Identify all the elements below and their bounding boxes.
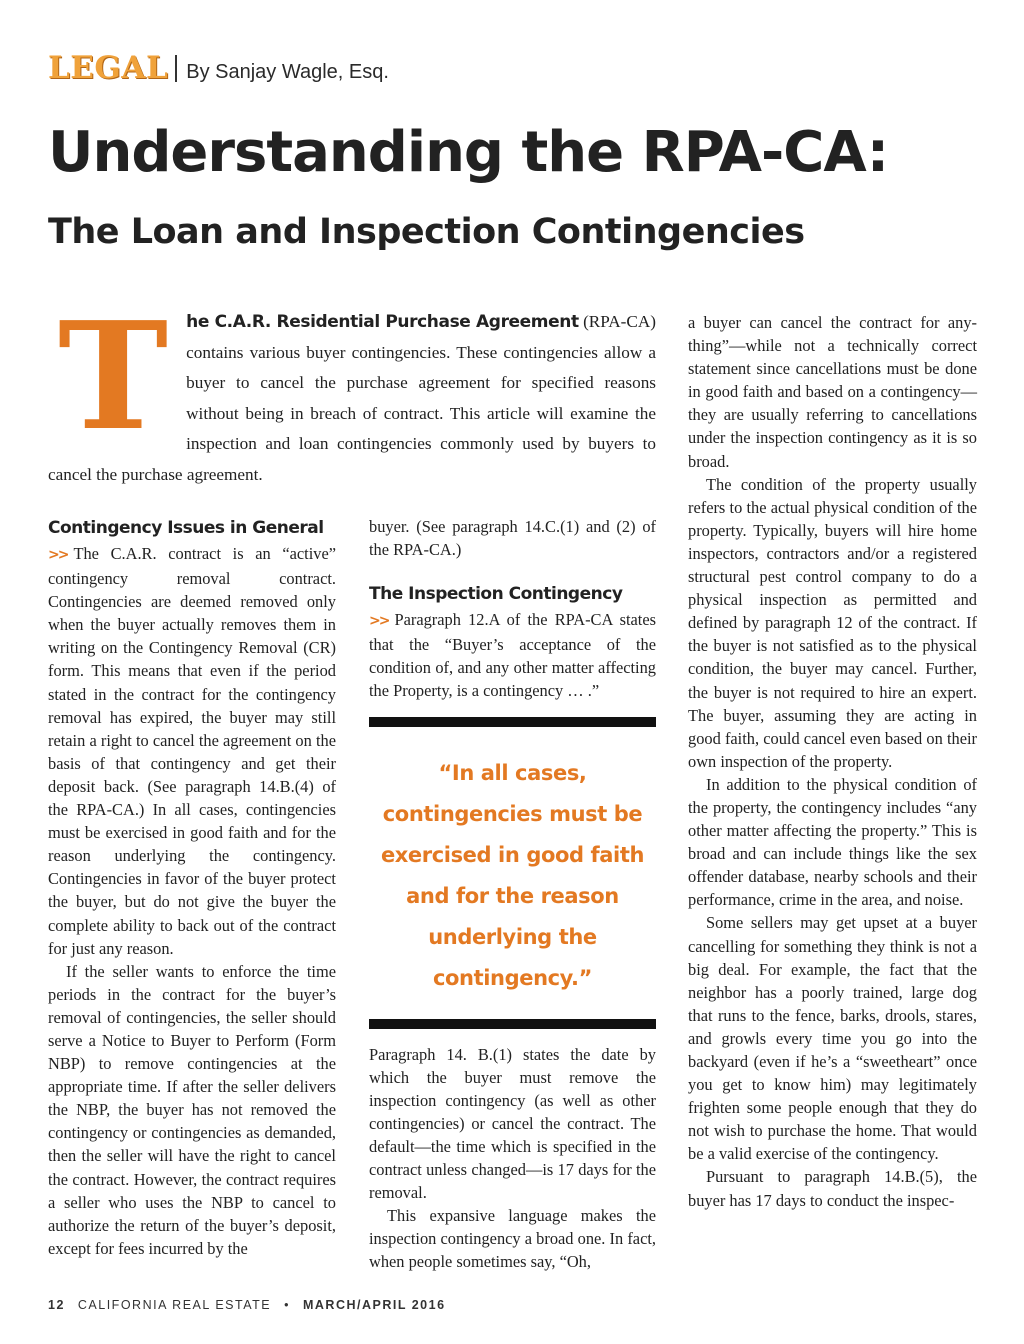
chevron-right-icon: >> <box>369 613 389 630</box>
lede-agreement-name: he C.A.R. Residential Purchase Agreement <box>186 312 579 332</box>
kicker-divider <box>175 55 177 82</box>
page-number: 12 <box>48 1298 65 1312</box>
body-paragraph: If the seller wants to enforce the time periods in the contract for the buyer’s removal of contingencies, the seller should serve a Notice to Buyer to Perform (Form NBP) to remove contingencies at the appropriate time. If after the seller delivers the NBP, the buyer has not removed the contingency or contingencies as demanded, then the seller will have the right to cancel the contract. However, the contract requires a seller who uses the NBP to cancel to authorize the return of the buyer’s deposit, except for fees incurred by the <box>48 961 336 1258</box>
section-kicker <box>48 50 389 86</box>
chevron-right-icon: >> <box>48 547 68 563</box>
body-paragraph: Pursuant to paragraph 14.B.(5), the buyer has 17 days to conduct the inspec- <box>688 1167 977 1210</box>
issue-date: MARCH/APRIL 2016 <box>302 1298 446 1312</box>
body-paragraph: Paragraph 14. B.(1) states the date by which the buyer must remove the inspection contingency (as well as other contingencies) or cancel the contract. The default—the time which is specified in the contract unless changed—is 17 days for the removal. <box>369 1044 656 1203</box>
drop-cap: T <box>58 289 169 463</box>
byline: By Sanjay Wagle, Esq. <box>186 61 389 83</box>
body-paragraph: This expansive language makes the inspection contingency a broad one. In fact, when people sometimes say, “Oh, <box>369 1206 656 1272</box>
body-paragraph: Some sellers may get upset at a buyer cancelling for something they think is not a big deal. For example, the fact that the neighbor has a poorly trained, large dog that runs to the fence, barks, drools, stares, and growls every time you go into the backyard (even if he’s a “sweetheart” once you get to know him) may legitimately frighten some people enough that they do not wish to purchase the home. That would be a valid exercise of the contingency. <box>688 913 977 1164</box>
heading-contingency-issues: Contingency Issues in General <box>48 518 324 538</box>
heading-inspection-contingency: The Inspection Contingency <box>369 584 623 605</box>
body-paragraph: >> The C.A.R. contract is an “active” contingency removal contract. Contingencies are deemed removed only when the buyer actually removes them in writing on the Contingency Removal (CR) form. This means that even if the period stated in the contract for the contingency removal has expired, the buyer may still retain a right to cancel the agreement on the basis of that contingency and get their deposit back. (See paragraph 14.B.(4) of the RPA-CA.) In all cases, contingencies must be exercised in good faith and for the reason underlying the contingency. Contingencies in favor of the buyer protect the buyer, but do not give the buyer the complete ability to back out of the contract for just any reason. <box>48 544 336 958</box>
lede-paragraph <box>48 289 656 490</box>
column-3 <box>688 311 977 1212</box>
column-2 <box>369 515 656 1274</box>
pull-quote-top-rule <box>369 717 656 727</box>
body-paragraph: a buyer can cancel the contract for any-thing”—while not a technically correct statement since cancellations must be done in good faith and based on a contingency—they are usually referring to cancellations under the inspection contingency as it is so broad. <box>688 313 977 471</box>
body-paragraph: The condition of the property usually refers to the actual physical condition of the property. Typically, buyers will hire home inspectors, contractors and/or a registered structural pest control company to do a physical inspection as permitted and defined by paragraph 12 of the contract. If the buyer is not satisfied as to the physical condition, the buyer may cancel. Further, the buyer is not required to hire an expert. The buyer, assuming they are acting in good faith, could cancel even based on their own inspection of the property. <box>688 474 977 771</box>
body-paragraph: buyer. (See paragraph 14.C.(1) and (2) of the RPA-CA.) <box>369 517 656 560</box>
article-title: Understanding the RPA-CA: <box>48 120 889 185</box>
section-label: LEGAL <box>48 50 169 86</box>
publication-name: CALIFORNIA REAL ESTATE <box>77 1298 272 1312</box>
pull-quote-bottom-rule <box>369 1019 656 1029</box>
lede-text: (RPA-CA) contains various buyer contingencies. These contingencies allow a buyer to cancel the purchase agreement for specified reasons without being in breach of contract. This article will examine the inspection and loan contingencies commonly used by buyers to cancel the purchase agreement. <box>48 312 656 484</box>
article-subtitle: The Loan and Inspection Contingencies <box>48 212 805 252</box>
body-paragraph: In addition to the physical condition of the property, the contingency includes “any other matter affecting the property.” This is broad and can include things like the sex offender database, nearby schools and their performance, crime in the area, and noise. <box>688 774 977 910</box>
footer-bullet: • <box>284 1298 290 1312</box>
pull-quote: “In all cases, contingencies must be exercised in good faith and for the reason underlying the contingency.” <box>380 760 645 990</box>
column-1 <box>48 515 336 1260</box>
body-paragraph: >> Paragraph 12.A of the RPA-CA states that the “Buyer’s acceptance of the condition of, and any other matter affecting the Property, is a contingency … .” <box>369 610 656 701</box>
page-footer <box>48 1298 446 1312</box>
